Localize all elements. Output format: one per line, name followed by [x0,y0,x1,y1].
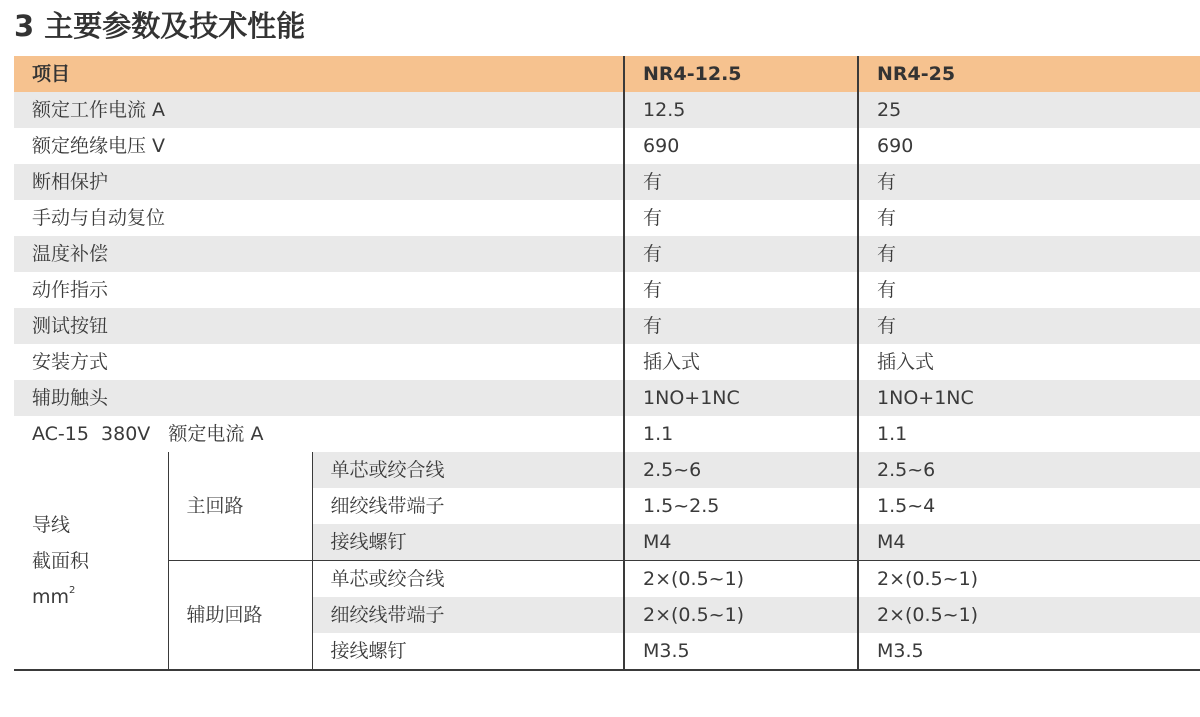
row-label: 额定工作电流 A [14,92,624,128]
table-row [14,200,1200,236]
row-label: 单芯或绞合线 [312,452,624,488]
row-label: 接线螺钉 [312,524,624,561]
row-label: 额定绝缘电压 V [14,128,624,164]
table-row [14,164,1200,200]
row-value-2: 有 [858,272,1200,308]
wire-unit-sup: 2 [69,584,76,596]
row-value-2: 1.5~4 [858,488,1200,524]
row-value-1: 12.5 [624,92,858,128]
row-value-2: 690 [858,128,1200,164]
row-label: AC-15 380V 额定电流 A [14,416,624,452]
row-value-2: 有 [858,236,1200,272]
row-value-1: 1.5~2.5 [624,488,858,524]
table-row [14,128,1200,164]
row-value-1: 2.5~6 [624,452,858,488]
group-main-circuit: 主回路 [168,452,312,561]
row-value-1: 2×(0.5~1) [624,561,858,598]
row-label: 细绞线带端子 [312,597,624,633]
row-label: 手动与自动复位 [14,200,624,236]
row-label: 测试按钮 [14,308,624,344]
row-value-1: M3.5 [624,633,858,670]
table-row [14,380,1200,416]
row-value-1: 有 [624,164,858,200]
wire-label-line-1: 导线 [32,513,71,536]
row-value-2: 2.5~6 [858,452,1200,488]
wire-label-line-2: 截面积 [32,549,90,572]
table-header-row [14,56,1200,92]
row-value-1: 有 [624,308,858,344]
row-value-2: 2×(0.5~1) [858,561,1200,598]
row-label: 动作指示 [14,272,624,308]
row-value-2: 有 [858,200,1200,236]
row-value-1: 1.1 [624,416,858,452]
row-value-1: 插入式 [624,344,858,380]
wire-label-line-3 [32,579,168,615]
row-value-1: 2×(0.5~1) [624,597,858,633]
row-label: 单芯或绞合线 [312,561,624,598]
header-nr4-12-5: NR4-12.5 [624,56,858,92]
row-value-2: 有 [858,164,1200,200]
table-row [14,561,1200,598]
row-value-1: 有 [624,272,858,308]
row-value-2: 25 [858,92,1200,128]
row-value-1: 有 [624,236,858,272]
table-row [14,308,1200,344]
row-value-2: 1NO+1NC [858,380,1200,416]
row-value-2: M3.5 [858,633,1200,670]
row-label: 安装方式 [14,344,624,380]
row-label: 断相保护 [14,164,624,200]
row-value-1: 有 [624,200,858,236]
spec-table [14,56,1200,671]
table-row [14,452,1200,488]
row-value-2: M4 [858,524,1200,561]
header-nr4-25: NR4-25 [858,56,1200,92]
row-value-2: 2×(0.5~1) [858,597,1200,633]
row-value-1: M4 [624,524,858,561]
table-row [14,416,1200,452]
row-value-1: 690 [624,128,858,164]
wire-section-label [14,452,168,670]
row-label: 细绞线带端子 [312,488,624,524]
row-value-2: 有 [858,308,1200,344]
page-title: 3 主要参数及技术性能 [14,9,306,43]
row-value-1: 1NO+1NC [624,380,858,416]
table-row [14,344,1200,380]
table-row [14,272,1200,308]
group-aux-circuit: 辅助回路 [168,561,312,671]
wire-unit: mm [32,585,70,608]
table-row [14,92,1200,128]
row-label: 辅助触头 [14,380,624,416]
header-item: 项目 [14,56,624,92]
row-value-2: 插入式 [858,344,1200,380]
table-row [14,236,1200,272]
row-value-2: 1.1 [858,416,1200,452]
row-label: 温度补偿 [14,236,624,272]
row-label: 接线螺钉 [312,633,624,670]
